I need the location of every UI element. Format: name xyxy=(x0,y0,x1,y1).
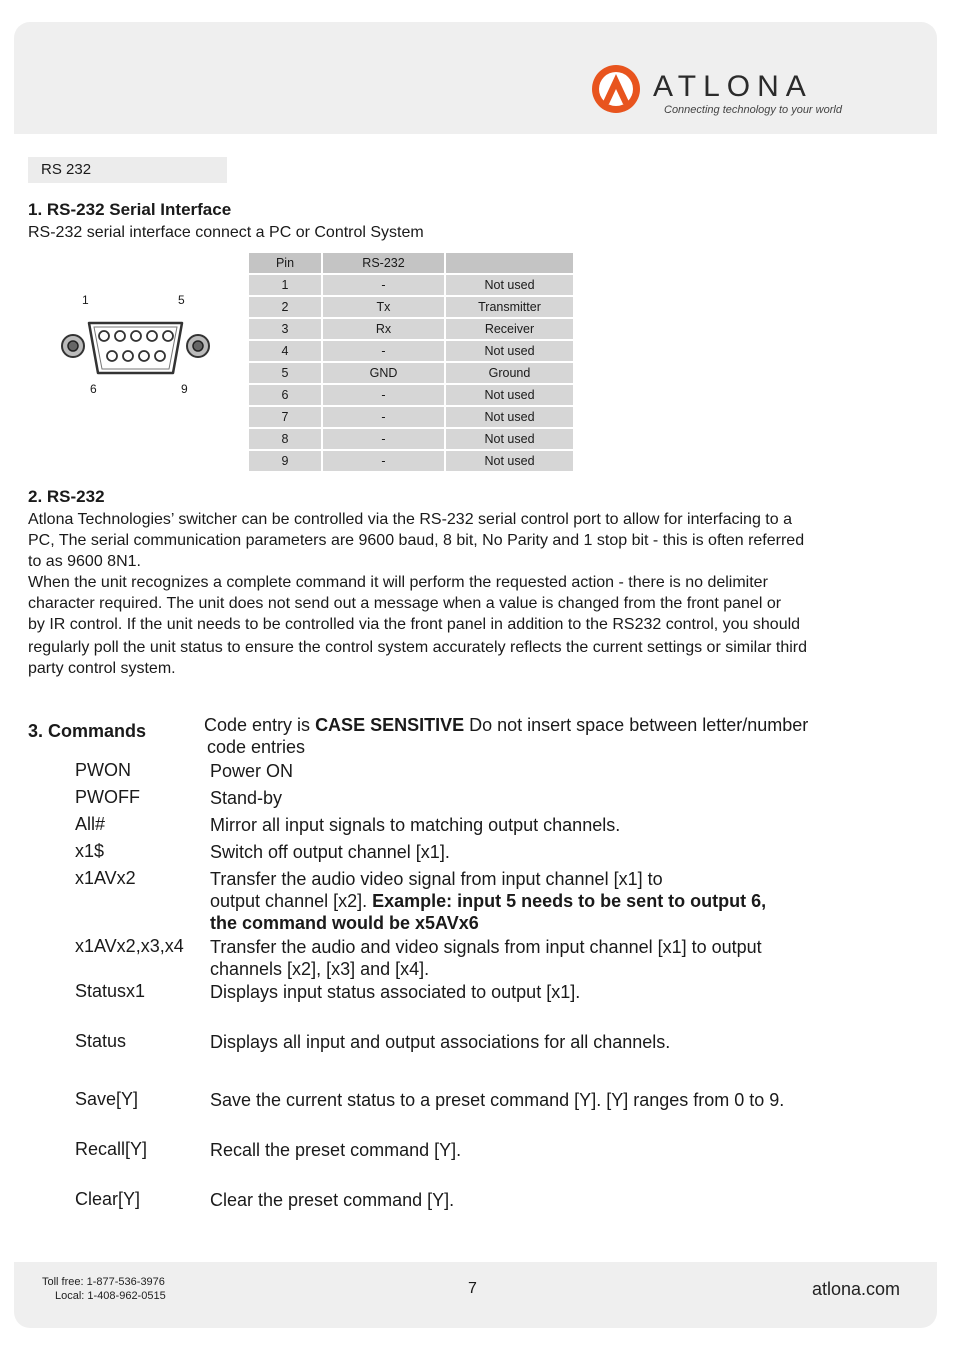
pin-number: 1 xyxy=(249,275,321,295)
section2-line: to as 9600 8N1. xyxy=(28,553,141,570)
table-row xyxy=(249,341,573,361)
command-name: Status xyxy=(75,1031,127,1051)
note-prefix: Code entry is xyxy=(204,715,316,735)
command-desc-text: output channel [x2]. xyxy=(210,891,373,911)
pin-label-6: 6 xyxy=(90,382,97,396)
pin-number: 8 xyxy=(249,429,321,449)
note-suffix: Do not insert space between letter/number xyxy=(464,715,809,735)
table-row xyxy=(249,319,573,339)
pin-signal: - xyxy=(323,451,444,471)
pin-number: 5 xyxy=(249,363,321,383)
command-example: the command would be x5AVx6 xyxy=(210,913,479,933)
pin-table xyxy=(247,251,575,473)
case-sensitive-note xyxy=(204,714,808,758)
section2-line: PC, The serial communication parameters are 9600 baud, 8 bit, No Parity and 1 stop bit - this is often referred xyxy=(28,532,805,549)
command-example: Example: input 5 needs to be sent to output 6, xyxy=(372,891,767,911)
toll-free-number: Toll free: 1-877-536-3976 xyxy=(42,1276,165,1288)
command-desc: Switch off output channel [x1]. xyxy=(210,842,450,862)
command-name: Statusx1 xyxy=(75,981,146,1001)
command-name: Clear[Y] xyxy=(75,1189,141,1209)
command-name: x1$ xyxy=(75,841,105,861)
pin-number: 2 xyxy=(249,297,321,317)
table-row xyxy=(249,429,573,449)
pin-label-5: 5 xyxy=(178,293,185,307)
command-desc-line: channels [x2], [x3] and [x4]. xyxy=(210,959,430,979)
command-desc xyxy=(210,936,850,980)
table-row xyxy=(249,363,573,383)
table-row xyxy=(249,297,573,317)
pin-signal: Rx xyxy=(323,319,444,339)
website: atlona.com xyxy=(812,1279,901,1299)
atlona-logo xyxy=(590,62,890,122)
note-bold: CASE SENSITIVE xyxy=(315,715,465,735)
brand-tagline: Connecting technology to your world xyxy=(664,104,842,116)
pin-signal: - xyxy=(323,275,444,295)
section2-body xyxy=(28,509,807,679)
db9-connector-icon xyxy=(55,285,225,400)
command-desc xyxy=(210,868,850,934)
command-desc-line: Transfer the audio video signal from input channel [x1] to xyxy=(210,869,663,889)
command-desc: Power ON xyxy=(210,761,294,781)
pin-description: Not used xyxy=(446,341,573,361)
pin-signal: - xyxy=(323,385,444,405)
command-desc: Stand-by xyxy=(210,788,283,808)
command-name: x1AVx2,x3,x4 xyxy=(75,936,184,956)
command-desc: Save the current status to a preset command [Y]. [Y] ranges from 0 to 9. xyxy=(210,1090,785,1110)
section1-title: 1. RS-232 Serial Interface xyxy=(28,200,232,219)
pin-number: 3 xyxy=(249,319,321,339)
page-number: 7 xyxy=(468,1280,477,1297)
pin-description: Ground xyxy=(446,363,573,383)
table-row xyxy=(249,275,573,295)
command-desc-line xyxy=(210,890,850,912)
pin-number: 9 xyxy=(249,451,321,471)
pin-signal: - xyxy=(323,341,444,361)
pin-description: Transmitter xyxy=(446,297,573,317)
section2-line: When the unit recognizes a complete command it will perform the requested action - there is no delimiter xyxy=(28,574,768,591)
header-description xyxy=(446,253,573,273)
command-name: PWOFF xyxy=(75,787,140,807)
header-pin: Pin xyxy=(249,253,321,273)
pin-number: 4 xyxy=(249,341,321,361)
command-desc-line xyxy=(210,912,850,934)
pin-label-1: 1 xyxy=(82,293,89,307)
section3-title: 3. Commands xyxy=(28,721,147,741)
command-desc: Displays all input and output associations for all channels. xyxy=(210,1032,671,1052)
command-desc: Displays input status associated to output [x1]. xyxy=(210,982,581,1002)
section1-subtitle: RS-232 serial interface connect a PC or Control System xyxy=(28,224,424,241)
pin-description: Not used xyxy=(446,407,573,427)
command-name: x1AVx2 xyxy=(75,868,136,888)
section2-line: by IR control. If the unit needs to be controlled via the front panel in addition to the RS232 control, you should xyxy=(28,616,801,633)
local-number: Local: 1-408-962-0515 xyxy=(55,1290,166,1302)
atlona-logo-icon xyxy=(590,62,650,122)
pin-signal: Tx xyxy=(323,297,444,317)
table-row xyxy=(249,407,573,427)
section-tab: RS 232 xyxy=(28,157,227,183)
section2-line: regularly poll the unit status to ensure the control system accurately reflects the current settings or similar third xyxy=(28,639,808,656)
command-name: Save[Y] xyxy=(75,1089,139,1109)
pin-description: Not used xyxy=(446,385,573,405)
pin-description: Receiver xyxy=(446,319,573,339)
command-name: Recall[Y] xyxy=(75,1139,148,1159)
pin-signal: - xyxy=(323,429,444,449)
command-name: PWON xyxy=(75,760,131,780)
header-rs232: RS-232 xyxy=(323,253,444,273)
section2-line: character required. The unit does not send out a message when a value is changed from the front panel or xyxy=(28,595,782,612)
command-desc-line: Transfer the audio and video signals from input channel [x1] to output xyxy=(210,937,762,957)
command-desc: Clear the preset command [Y]. xyxy=(210,1190,455,1210)
command-desc: Mirror all input signals to matching output channels. xyxy=(210,815,621,835)
pin-signal: - xyxy=(323,407,444,427)
table-row xyxy=(249,451,573,471)
pin-number: 7 xyxy=(249,407,321,427)
pin-description: Not used xyxy=(446,275,573,295)
brand-wordmark: ATLONA xyxy=(653,70,813,103)
command-desc: Recall the preset command [Y]. xyxy=(210,1140,462,1160)
pin-description: Not used xyxy=(446,429,573,449)
pin-signal: GND xyxy=(323,363,444,383)
pin-table-header xyxy=(249,253,573,273)
pin-label-9: 9 xyxy=(181,382,188,396)
section2-line: Atlona Technologies’ switcher can be controlled via the RS-232 serial control port to allow for interfacing to a xyxy=(28,511,792,528)
section2-title: 2. RS-232 xyxy=(28,487,105,506)
pin-number: 6 xyxy=(249,385,321,405)
note-line2: code entries xyxy=(207,737,306,757)
section2-line: party control system. xyxy=(28,660,176,677)
pin-description: Not used xyxy=(446,451,573,471)
command-name: All# xyxy=(75,814,106,834)
table-row xyxy=(249,385,573,405)
db9-connector-diagram xyxy=(55,285,225,400)
